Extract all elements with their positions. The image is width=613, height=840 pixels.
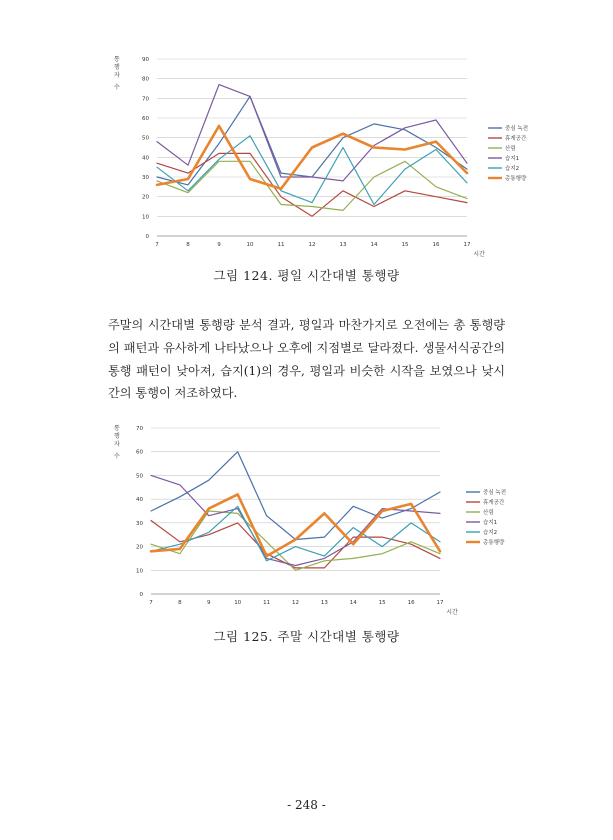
page-number: - 248 - <box>287 798 326 812</box>
series-line <box>151 452 440 540</box>
x-tick-label: 9 <box>217 242 221 248</box>
y-tick-label: 60 <box>136 449 143 456</box>
weekday-chart-caption: 그림 124. 평일 시간대별 통행량 <box>213 268 400 283</box>
y-tick-label: 10 <box>136 568 143 575</box>
x-tick-label: 8 <box>178 600 182 606</box>
x-tick-label: 10 <box>234 600 242 606</box>
legend-label: 습지2 <box>483 530 498 536</box>
legend-label: 습지1 <box>505 156 520 162</box>
legend-label: 산림 <box>483 510 494 516</box>
y-tick-label: 30 <box>136 520 143 527</box>
legend-label: 중심 녹전 <box>505 126 529 132</box>
legend-label: 휴게공간 <box>505 136 527 142</box>
legend-label: 습지1 <box>483 520 498 526</box>
x-tick-label: 7 <box>155 242 159 248</box>
legend-label: 총통행량 <box>505 176 527 182</box>
x-tick-label: 7 <box>149 600 153 606</box>
legend-label: 총통행량 <box>483 540 505 546</box>
x-tick-label: 16 <box>432 242 440 248</box>
x-tick-label: 11 <box>277 242 285 248</box>
x-axis-title: 시간 <box>446 609 458 616</box>
y-tick-label: 0 <box>145 234 149 240</box>
legend-label: 중심 녹전 <box>483 490 507 496</box>
y-tick-label: 70 <box>136 426 143 432</box>
y-tick-label: 30 <box>142 175 149 181</box>
y-tick-label: 20 <box>136 544 143 551</box>
y-axis-title: 통 행 자 수 <box>114 425 120 460</box>
weekday-chart <box>110 52 529 262</box>
weekend-chart <box>110 422 507 616</box>
y-tick-label: 60 <box>142 116 149 122</box>
y-tick-label: 90 <box>142 57 149 63</box>
x-tick-label: 11 <box>263 600 271 606</box>
x-tick-label: 15 <box>401 242 409 248</box>
x-tick-label: 13 <box>320 600 328 606</box>
series-line <box>151 506 440 561</box>
x-tick-label: 12 <box>308 242 316 248</box>
y-tick-label: 80 <box>142 76 149 83</box>
x-axis-title: 시간 <box>473 251 485 258</box>
y-tick-label: 0 <box>139 592 143 598</box>
y-tick-label: 50 <box>136 473 143 480</box>
weekend-chart-caption: 그림 125. 주말 시간대별 통행량 <box>213 629 400 644</box>
series-line <box>157 96 467 184</box>
y-tick-label: 10 <box>142 214 149 221</box>
x-tick-label: 12 <box>292 600 299 606</box>
y-tick-label: 40 <box>142 155 149 162</box>
x-tick-label: 13 <box>339 242 347 248</box>
x-tick-label: 14 <box>349 600 357 606</box>
x-tick-label: 17 <box>463 242 471 248</box>
body-paragraph: 주말의 시간대별 통행량 분석 결과, 평일과 마찬가지로 오전에는 총 통행량의 패턴과 유사하게 나타났으나 오후에 지점별로 달라졌다. 생물서식공간의 통행 패턴이 낮아져, 습지(1)의 경우, 평일과 비슷한 시작을 보였으나 낮시간의 통행이 저조하였다. <box>108 318 505 401</box>
weekend-chart-svg <box>110 422 507 616</box>
legend-label: 휴게공간 <box>483 500 505 506</box>
y-tick-label: 20 <box>142 194 149 201</box>
x-tick-label: 9 <box>207 600 211 606</box>
x-tick-label: 8 <box>186 242 190 248</box>
y-tick-label: 50 <box>142 135 149 142</box>
x-tick-label: 16 <box>407 600 415 606</box>
y-tick-label: 70 <box>142 96 149 103</box>
y-axis-title: 통 행 자 수 <box>114 56 120 91</box>
legend-label: 습지2 <box>505 166 520 172</box>
x-tick-label: 10 <box>246 242 254 248</box>
x-tick-label: 14 <box>370 242 378 248</box>
x-tick-label: 15 <box>378 600 386 606</box>
series-line <box>157 85 467 181</box>
weekday-chart-svg <box>110 52 529 262</box>
y-tick-label: 40 <box>136 497 143 504</box>
x-tick-label: 17 <box>436 600 444 606</box>
legend-label: 산림 <box>505 146 516 152</box>
